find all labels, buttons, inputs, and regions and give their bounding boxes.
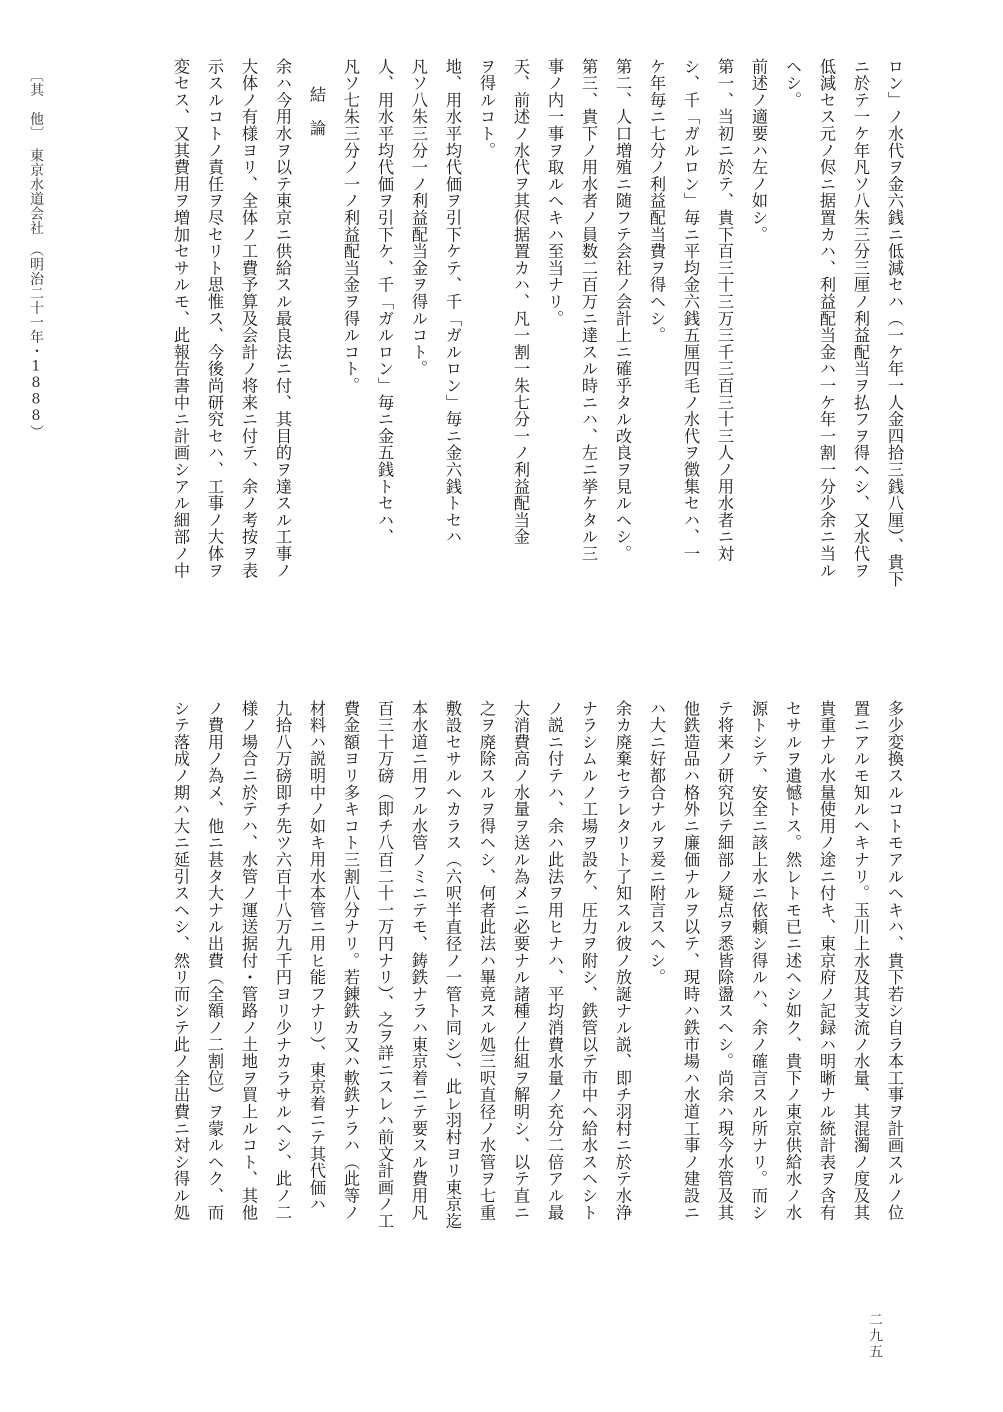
text-line: 第一、当初ニ於テ、貴下百三十三万三千三百三十三人ノ用水者ニ対	[715, 58, 734, 562]
text-line: 人、用水平均代価ヲ引下ケ、千「ガルロン」毎ニ金五銭トセハ、	[375, 58, 394, 546]
text-line: ケ年毎ニ七分ノ利益配当費ヲ得ヘシ。	[647, 58, 666, 344]
text-line: 貴重ナル水量使用ノ途ニ付キ、東京府ノ記録ハ明晰ナル統計表ヲ含有	[817, 700, 836, 1221]
text-line: ノ費用ノ為メ、他ニ甚タ大ナル出費（全額ノ二割位）ヲ蒙ルヘク、而	[205, 700, 224, 1221]
section-heading-conclusion: 結 論	[307, 86, 326, 137]
text-line: 敷設セサルヘカラス（六呎半直径ノ一管ト同シ）、此レ羽村ヨリ東京迄	[443, 700, 462, 1230]
text-line: 第二、人口増殖ニ随フテ会社ノ会計上ニ確乎タル改良ヲ見ルヘシ。	[613, 58, 632, 562]
text-line: 本水道ニ用フル水管ノミニテモ、鋳鉄ナラハ東京着ニテ要スル費用凡	[409, 700, 428, 1221]
text-line: シテ落成ノ期ハ大ニ延引スヘシ、然リ而シテ此ノ全出費ニ対シ得ル処	[171, 700, 190, 1221]
text-line: ニ於テ一ケ年凡ソ八朱三分三厘ノ利益配当ヲ払フヲ得ヘシ、又水代ヲ	[851, 58, 870, 579]
text-line: ヘシ。	[783, 58, 802, 109]
text-line: 百三十万磅（即チ八百二十一万円ナリ）、之ヲ詳ニスレハ前文計画ノ工	[375, 700, 394, 1230]
text-line: 事ノ内一事ヲ取ルヘキハ至当ナリ。	[545, 58, 564, 327]
text-line: シ、千「ガルロン」毎ニ平均金六銭五厘四毛ノ水代ヲ徴集セハ、一	[681, 58, 700, 562]
text-line: ロン」ノ水代ヲ金六銭ニ低減セハ（一ケ年一人金四拾三銭八厘）、貴下	[885, 58, 904, 588]
lower-text-block	[163, 700, 911, 1360]
text-line: 九拾八万磅即チ先ツ六百十八万九千円ヨリ少ナカラサルヘシ、此ノ二	[273, 700, 292, 1221]
text-line: 凡ソ八朱三分一ノ利益配当金ヲ得ルコト。	[409, 58, 428, 378]
text-line: 余カ廃棄セラレタリト了知スル彼ノ放誕ナル説、即チ羽村ニ於テ水浄	[613, 700, 632, 1221]
text-line: ハ大ニ好都合ナルヲ爰ニ附言スヘシ。	[647, 700, 666, 986]
text-line: 凡ソ七朱三分ノ一ノ利益配当金ヲ得ルコト。	[341, 58, 360, 394]
text-line: 低減セス元ノ侭ニ据置カハ、利益配当金ハ一ケ年一割一分少余ニ当ル	[817, 58, 836, 579]
text-line: 大消費高ノ水量ヲ送ル為メニ必要ナル諸種ノ仕組ヲ解明シ、以テ直ニ	[511, 700, 530, 1221]
text-line: 大体ノ有様ヨリ、全体ノ工費予算及会計ノ将来ニ付テ、余ノ考按ヲ表	[239, 58, 258, 579]
running-header: 〔其 他〕 東京水道会社 （明治二十一年・1888）	[28, 68, 44, 439]
text-line: 置ニアルモ知ルヘキナリ。玉川上水及其支流ノ水量、其混濁ノ度及其	[851, 700, 870, 1221]
text-line: 示スルコトノ責任ヲ尽セリト思惟ス、今後尚研究セハ、工事ノ大体ヲ	[205, 58, 224, 579]
text-line: 他鉄造品ハ格外ニ廉価ナルヲ以テ、現時ハ鉄市場ハ水道工事ノ建設ニ	[681, 700, 700, 1221]
text-line: ノ説ニ付テハ、余ハ此法ヲ用ヒナハ、平均消費水量ノ充分二倍アル最	[545, 700, 564, 1221]
text-line: セサルヲ遺憾トス。然レトモ已ニ述ヘシ如ク、貴下ノ東京供給水ノ水	[783, 700, 802, 1221]
text-line: 第三、貴下ノ用水者ノ員数二百万ニ達スル時ニハ、左ニ挙ケタル三	[579, 58, 598, 562]
text-line: 余ハ今用水ヲ以テ東京ニ供給スル最良法ニ付、其目的ヲ達スル工事ノ	[273, 58, 292, 579]
text-line: ヲ得ルコト。	[477, 58, 496, 159]
text-line: 材料ハ説明中ノ如キ用水本管ニ用ヒ能フナリ）、東京着ニテ其代価ハ	[307, 700, 326, 1213]
text-line: 前述ノ適要ハ左ノ如シ。	[749, 58, 768, 243]
upper-text-block	[163, 58, 911, 658]
text-line: テ将来ノ研究以テ細部ノ疑点ヲ悉皆除盪スヘシ。尚余ハ現今水管及其	[715, 700, 734, 1221]
text-line: 多少変換スルコトモアルヘキハ、貴下若シ自ラ本工事ヲ計画スルノ位	[885, 700, 904, 1221]
text-line: 地、用水平均代価ヲ引下ケテ、千「ガルロン」毎ニ金六銭トセハ	[443, 58, 462, 546]
text-line: 天、前述ノ水代ヲ其侭据置カハ、凡一割一朱七分一ノ利益配当金	[511, 58, 530, 546]
text-line: 変セス、又其費用ヲ増加セサルモ、此報告書中ニ計画シアル細部ノ中	[171, 58, 190, 579]
text-line: ナラシムルノ工場ヲ設ケ、圧力ヲ附シ、鉄管以テ市中ヘ給水スヘシト	[579, 700, 598, 1221]
text-line: 源トシテ、安全ニ該上水ニ依頼シ得ルハ、余ノ確言スル所ナリ。而シ	[749, 700, 768, 1221]
page-number: 二九五	[867, 1312, 883, 1360]
text-line: 之ヲ廃除スルヲ得ヘシ、何者此法ハ畢竟スル処三呎直径ノ水管ヲ七重	[477, 700, 496, 1221]
text-line: 様ノ場合ニ於テハ、水管ノ運送据付・管路ノ土地ヲ買上ルコト、其他	[239, 700, 258, 1221]
text-line: 費金額ヨリ多キコト三割八分ナリ。若錬鉄カ又ハ軟鉄ナラハ（此等ノ	[341, 700, 360, 1221]
